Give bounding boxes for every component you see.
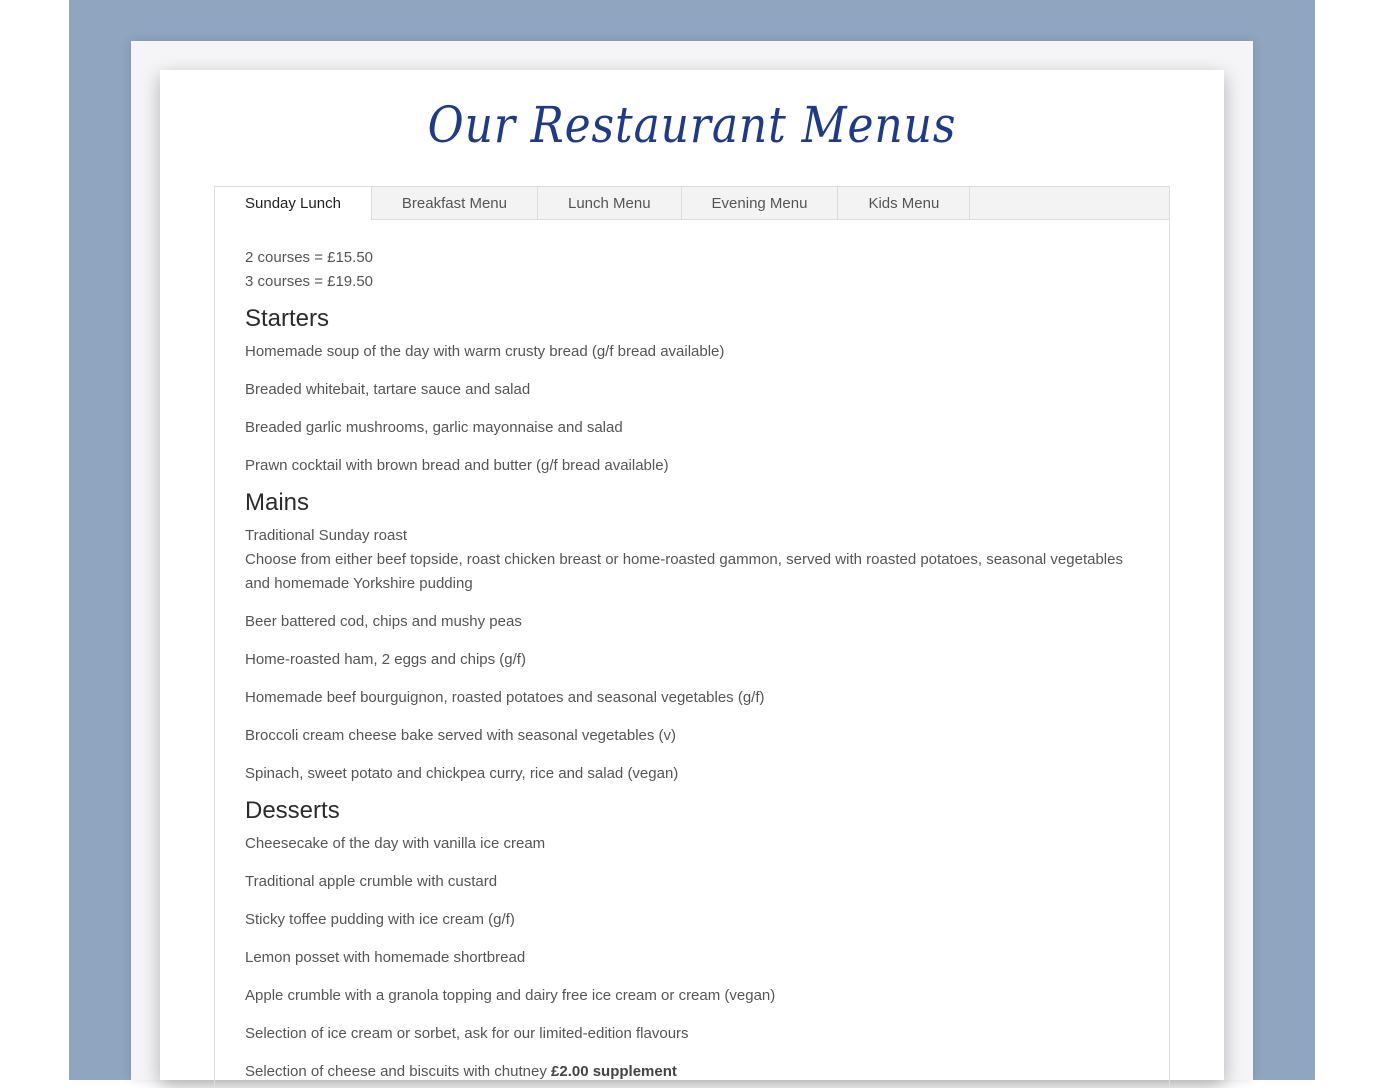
menu-item: Home-roasted ham, 2 eggs and chips (g/f) (245, 651, 526, 668)
menu-card (160, 70, 1224, 1080)
menu-item: Broccoli cream cheese bake served with seasonal vegetables (v) (245, 727, 677, 744)
starters-heading: Starters (245, 305, 330, 332)
menu-tabs (214, 186, 1170, 1088)
menu-item: Traditional apple crumble with custard (245, 873, 498, 890)
menu-item: Cheesecake of the day with vanilla ice cream (245, 835, 546, 852)
menu-item: Breaded whitebait, tartare sauce and salad (245, 381, 531, 398)
menu-item: Sticky toffee pudding with ice cream (g/f) (245, 911, 515, 928)
cheese-supplement: £2.00 supplement (551, 1063, 677, 1080)
menu-item-cheese (245, 1060, 1139, 1084)
menu-item: Homemade soup of the day with warm crusty bread (g/f bread available) (245, 343, 725, 360)
tab-evening-menu[interactable]: Evening Menu (682, 187, 839, 219)
tab-breakfast-menu[interactable]: Breakfast Menu (372, 187, 538, 219)
menu-item: Homemade beef bourguignon, roasted potatoes and seasonal vegetables (g/f) (245, 689, 765, 706)
price-two-courses: 2 courses = £15.50 (245, 249, 374, 266)
mains-heading: Mains (245, 489, 310, 516)
tab-lunch-menu[interactable]: Lunch Menu (538, 187, 682, 219)
tab-panel-sunday-lunch (215, 220, 1169, 1084)
roast-title: Traditional Sunday roast (245, 527, 408, 544)
menu-item: Prawn cocktail with brown bread and butter (g/f bread available) (245, 457, 669, 474)
menu-item: Lemon posset with homemade shortbread (245, 949, 526, 966)
menu-item: Beer battered cod, chips and mushy peas (245, 613, 522, 630)
menu-item: Spinach, sweet potato and chickpea curry, rice and salad (vegan) (245, 765, 679, 782)
tab-kids-menu[interactable]: Kids Menu (838, 187, 970, 219)
roast-description: Choose from either beef topside, roast chicken breast or home-roasted gammon, served with roasted potatoes, seasonal vegetables and homemade Yorkshire pudding (245, 551, 1123, 592)
tab-bar (215, 187, 1169, 220)
price-three-courses: 3 courses = £19.50 (245, 273, 374, 290)
menu-item: Apple crumble with a granola topping and dairy free ice cream or cream (vegan) (245, 987, 776, 1004)
cheese-text: Selection of cheese and biscuits with chutney (245, 1063, 552, 1080)
tab-sunday-lunch[interactable]: Sunday Lunch (215, 187, 372, 220)
desserts-heading: Desserts (245, 797, 340, 824)
menu-item: Breaded garlic mushrooms, garlic mayonnaise and salad (245, 419, 623, 436)
menu-item: Selection of ice cream or sorbet, ask for our limited-edition flavours (245, 1025, 689, 1042)
menu-item-roast (245, 524, 1139, 596)
page-title: Our Restaurant Menus (427, 96, 957, 154)
